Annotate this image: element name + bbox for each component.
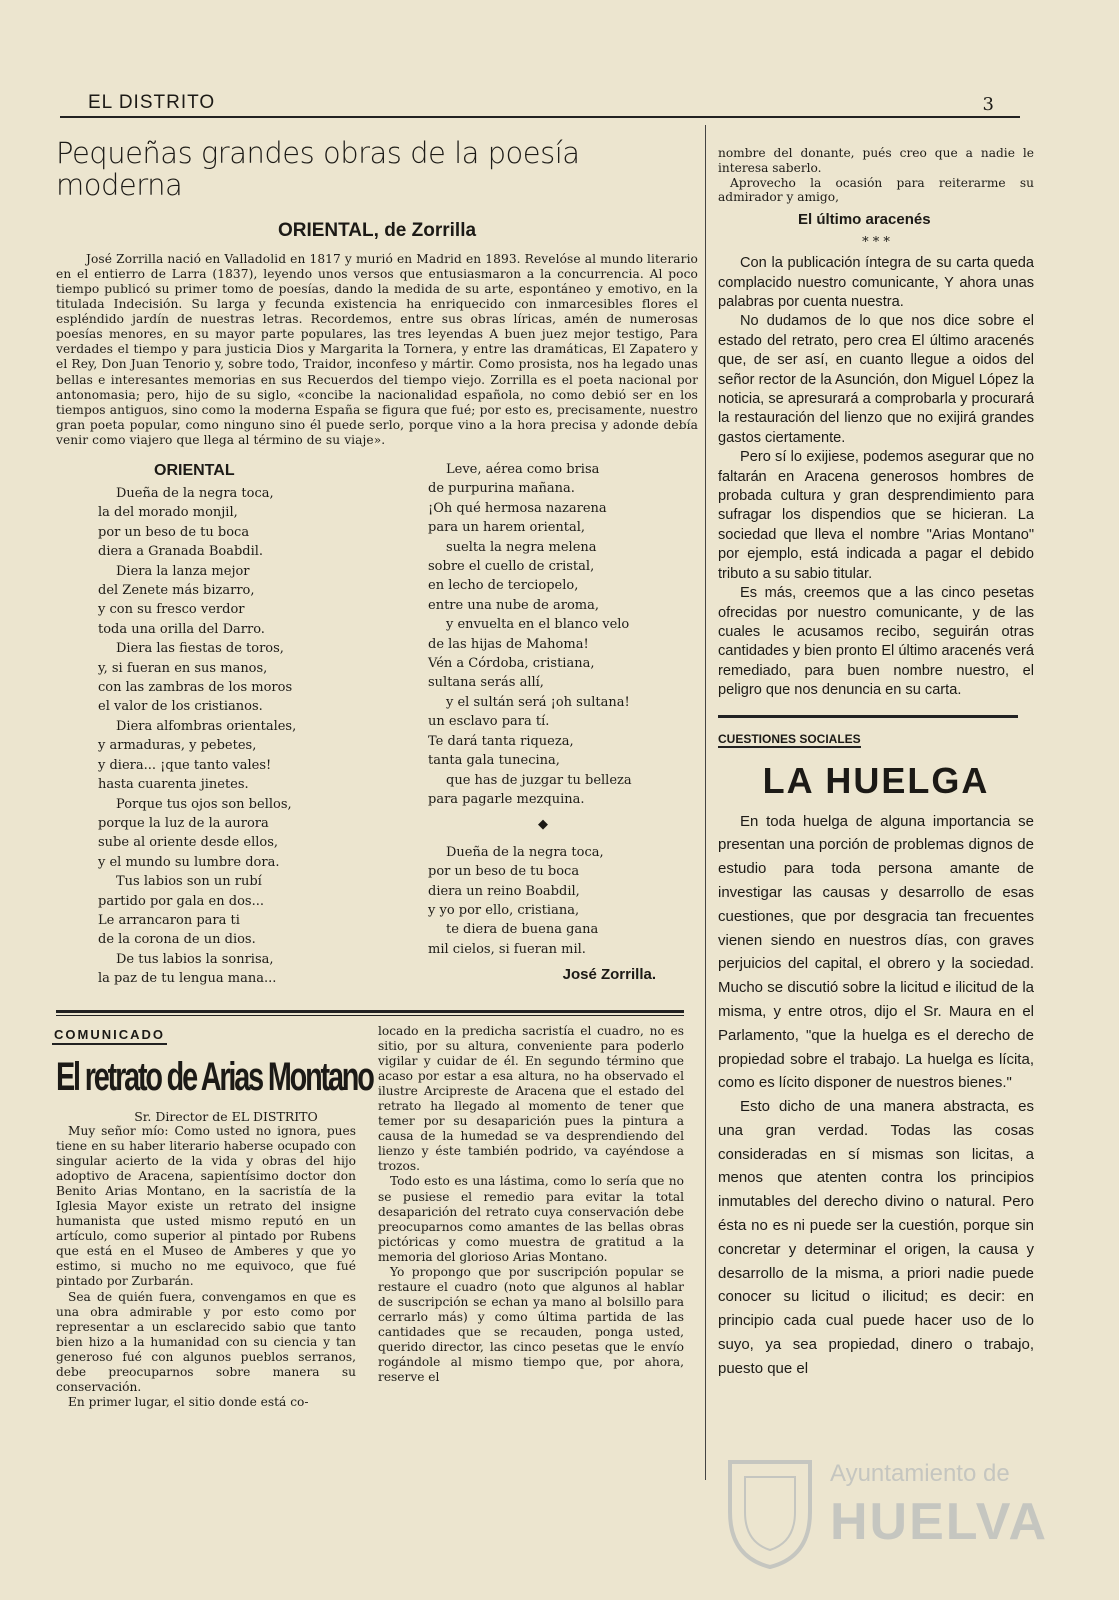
reply-paragraph: Pero sí lo exijiese, podemos asegurar que no faltarán en Aracena generosos hombres de probada cultura y gran desprendimiento para sufragar los dispendios que se hicieran. La sociedad que lleva el nombre "Arias Montano" por ejemplo, está indicada a pagar el debido tributo a su sabio titular.: [718, 449, 1034, 582]
huelga-kicker: CUESTIONES SOCIALES: [718, 731, 861, 746]
poem-line: suelta la negra melena: [446, 539, 597, 555]
poem-line: de purpurina mañana.: [428, 481, 575, 497]
poem-line: Te dará tanta riqueza,: [428, 733, 574, 749]
poem-line: y el sultán será ¡oh sultana!: [446, 694, 630, 710]
poem-oriental: [56, 460, 698, 1000]
poem-line: en lecho de terciopelo,: [428, 578, 579, 594]
comunicado-column-1: [54, 1024, 373, 1410]
comunicado-paragraph: Muy señor mío: Como usted no ignora, pues tiene en su haber literario haberse ocupado con singular acierto de la vida y obras del hijo adoptivo de Aracena, sapientísimo doctor don Benito Arias Montano, en la sacristía de la Iglesia Mayor existe un retrato del insigne humanista que usted mismo reputó en un artículo, como superior al pintado por Rubens que está en el Museo de Amberes y que yo estimo, si mucho no me equivoco, que fué pintado por Zurbarán.: [56, 1124, 356, 1289]
poem-title: ORIENTAL: [154, 462, 235, 479]
comunicado-paragraph: locado en la predicha sacristía el cuadro, no es sitio, por su altura, conveniente para poderlo vigilar y cuidar de él. En segundo término que acaso por estar a esa altura, no ha observado el ilustre Arcipreste de Aracena que el estado del retrato ha llegado al momento de tener que temer por su desaparición pues la pintura a causa de la humedad se va desprendiendo del lienzo y éste también podrido, va cayéndose a trozos.: [378, 1024, 684, 1174]
huelga-paragraph: Esto dicho de una manera abstracta, es una gran verdad. Todas las cosas consideradas en sí mismas son licitas, a menos que atenten contra los principios inmutables del derecho divino o natural. Pero ésta no es ni puede ser la cuestión, porque sin concretar y determinar el origen, la causa y desarrollo de la misma, a priori nadie puede conocer su licitud o ilicitud; es decir: en principio cada cual puede hacer uso de lo suyo, ya sea propiedad, dinero o trabajo, puesto que el: [718, 1098, 1034, 1377]
page-number: 3: [982, 94, 994, 115]
comunicado-text-1: [56, 1124, 356, 1410]
poem-column-2: [428, 460, 718, 985]
poem-line: diera a Granada Boabdil.: [98, 544, 264, 560]
poem-line: y envuelta en el blanco velo: [446, 617, 630, 633]
poem-line: con las zambras de los moros: [98, 680, 293, 696]
comunicado-title: El retrato de Arias Montano: [56, 1055, 373, 1099]
stars-separator: * * *: [862, 235, 890, 251]
poem-line: del Zenete más bizarro,: [98, 583, 255, 599]
poem-line: que has de juzgar tu belleza: [446, 772, 632, 788]
poem-line: Dueña de la negra toca,: [446, 844, 604, 860]
ornament-icon: ◆: [538, 817, 548, 833]
masthead-title: EL DISTRITO: [88, 92, 216, 113]
poem-line: Tus labios son un rubí: [116, 874, 262, 890]
poem-line: entre una nube de aroma,: [428, 597, 599, 613]
poem-line: sobre el cuello de cristal,: [428, 559, 595, 575]
poem-line: por un beso de tu boca: [428, 864, 580, 880]
comunicado-paragraph: Todo esto es una lástima, como lo sería que no se pusiese el remedio para evitar la total desaparición del retrato cuya conservación debe preocuparnos como amantes de las bellas obras pictóricas y como muestra de gratitud a la memoria del glorioso Arias Montano.: [378, 1174, 684, 1264]
poem-line: Leve, aérea como brisa: [446, 462, 600, 477]
poem-line: de las hijas de Mahoma!: [428, 636, 589, 652]
poem-line: diera un reino Boabdil,: [428, 883, 580, 899]
reply-paragraph: No dudamos de lo que nos dice sobre el estado del retrato, pero crea El último aracenés que, de ser así, en cuanto llegue a oidos del señor rector de la Asunción, don Miguel López la noticia, se apresurará a comprobarla y procurará la restauración del lienzo que no exijirá grandes gastos ciertamente.: [718, 313, 1034, 446]
poem-line: la del morado monjil,: [98, 505, 238, 521]
watermark: [720, 1432, 1049, 1582]
right-column: [718, 146, 1034, 1381]
poem-column-1: [98, 460, 388, 989]
poem-line: ¡Oh qué hermosa nazarena: [428, 500, 607, 516]
comunicado-paragraph: Sea de quién fuera, convengamos en que es una obra admirable y por esto como por representar a un esclarecido sabio que tanto bien hizo a la humanidad con su ciencia y tan generoso fué con algunos pueblos serranos, debe preocuparnos sobre manera su conservación.: [56, 1289, 356, 1394]
letter-continuation: nombre del donante, pués creo que a nadie le interesa saberlo.: [718, 146, 1034, 175]
poem-line: tanta gala tunecina,: [428, 753, 560, 769]
watermark-line1: Ayuntamiento de: [830, 1460, 1010, 1487]
poem-line: sube al oriente desde ellos,: [98, 835, 279, 851]
masthead: [60, 88, 1020, 118]
poem-line: hasta cuarenta jinetes.: [98, 777, 249, 793]
poem-line: por un beso de tu boca: [98, 524, 250, 540]
editorial-reply: [718, 254, 1034, 700]
poem-line: de la corona de un dios.: [98, 932, 256, 948]
poem-lines-2a: [428, 460, 718, 809]
poem-line: para pagarle mezquina.: [428, 791, 585, 807]
poem-line: Vén a Córdoba, cristiana,: [428, 656, 595, 672]
poem-line: Le arrancaron para ti: [98, 912, 240, 928]
huelga-paragraph: En toda huelga de alguna importancia se presentan una porción de problemas dignos de estudio para toda persona amante de investigar las causas y desarrollo de esas cuestiones, que por desgracia tan frecuentes vienen siendo en nuestros días, con graves perjuicios del capital, el obrero y la sociedad. Mucho se discutió sobre la licitud e ilicitud de la misma, y entre otros, dijo el Sr. Maura en el Parlamento, "que la huelga es el derecho de propiedad sobre el trabajo. La huelga es lícita, como es lícito disponer de nuestros bienes.": [718, 812, 1034, 1092]
poem-line: para un harem oriental,: [428, 520, 586, 536]
comunicado-kicker: COMUNICADO: [52, 1027, 167, 1045]
intro-paragraph: José Zorrilla nació en Valladolid en 1817 y murió en Madrid en 1893. Revelóse al mundo literario en el entierro de Larra (1837), leyendo unos versos que entusiasmaron a la concurrencia. Al poco tiempo publicó su primer tomo de poesías, dando la medida de su arte, espontáneo y emotivo, en la titulada Indecisión. Su larga y fecunda existencia ha enriquecido con inmarcesibles flores el espléndido jardín de nuestras letras. Recordemos, entre sus obras líricas, amén de numerosas poesías menores, en su mayor parte populares, las tres leyendas A buen juez mejor testigo, Para verdades el tiempo y para justicia Dios y Margarita la Tornera, y entre las dramáticas, El Zapatero y el Rey, Don Juan Tenorio y, sobre todo, Traidor, inconfeso y mártir. Como prosista, nos ha legado unas bellas e interesantes memorias en sus Recuerdos del tiempo viejo. Zorrilla es el poeta nacional por antonomasia; pero, hijo de su siglo, «concibe la nacionalidad española, no como debió ser en los tiempos antiguos, sino como la moderna España se figura que fué; por esto es, precisamente, nuestro gran poeta popular, como ninguno sino él puede serlo, porque vino a la hora precisa y adonde debía venir como viajero que llega al término de su viaje».: [56, 251, 698, 447]
huelga-title: LA HUELGA: [762, 759, 990, 801]
comunicado-column-2: [378, 1024, 684, 1385]
poem-signature: José Zorrilla.: [562, 966, 656, 984]
poem-line: Diera la lanza mejor: [116, 563, 250, 579]
reply-paragraph: Es más, creemos que a las cinco pesetas ofrecidas por nuestro comunicante, y de las cuales le acusamos recibo, seguirán otras cantidades y bien pronto El último aracenés verá remediado, para buen nombre nuestro, el peligro que nos denuncia en su carta.: [718, 585, 1034, 699]
poem-line: sultana serás allí,: [428, 675, 544, 691]
poem-line: partido por gala en dos...: [98, 893, 264, 909]
poem-line: mil cielos, si fueran mil.: [428, 941, 586, 957]
poem-line: De tus labios la sonrisa,: [116, 951, 274, 967]
section-divider: [56, 1010, 684, 1016]
poem-line: Diera alfombras orientales,: [116, 718, 297, 734]
article-title-poesia: Pequeñas grandes obras de la poesía moderna: [56, 136, 580, 202]
section-divider-right: [718, 715, 1018, 718]
watermark-line2: HUELVA: [830, 1493, 1049, 1551]
article-subtitle: ORIENTAL, de Zorrilla: [277, 219, 477, 241]
poem-line: la paz de tu lengua mana...: [98, 971, 277, 987]
poem-line: un esclavo para tí.: [428, 714, 550, 730]
huelga-text: [718, 810, 1034, 1381]
poem-line: y yo por ello, cristiana,: [428, 902, 580, 918]
poem-line: y con su fresco verdor: [98, 602, 245, 618]
poem-line: y, si fueran en sus manos,: [98, 660, 268, 676]
poem-line: toda una orilla del Darro.: [98, 621, 265, 637]
poem-line: el valor de los cristianos.: [98, 699, 263, 715]
comunicado-section: [56, 1024, 698, 1464]
comunicado-text-2: [378, 1024, 684, 1385]
comunicado-paragraph: Yo propongo que por suscripción popular se restaure el cuadro (noto que algunos al hablar de suscripción se echan ya mano al bolsillo para cerrarlo más) y como última partida de las cantidades que se recauden, ponga usted, querido director, las cinco pesetas que le envío rogándole al mismo tiempo que, por ahora, reserve el: [378, 1264, 684, 1385]
left-column: [56, 138, 698, 1464]
poem-line: Dueña de la negra toca,: [116, 486, 274, 501]
seal-icon: [720, 1442, 820, 1572]
reply-paragraph: Con la publicación íntegra de su carta queda complacido nuestro comunicante, Y ahora unas palabras por cuenta nuestra.: [718, 255, 1034, 310]
poem-line: Diera las fiestas de toros,: [116, 641, 284, 657]
poem-line: y diera... ¡que tanto vales!: [98, 757, 272, 773]
poem-line: y el mundo su lumbre dora.: [98, 854, 280, 870]
letter-closing: Aprovecho la ocasión para reiterarme su admirador y amigo,: [718, 175, 1034, 205]
letter-signature: El último aracenés: [798, 211, 931, 229]
letter-address: Sr. Director de EL DISTRITO: [134, 1109, 318, 1124]
poem-lines-1: [98, 484, 388, 989]
poem-line: y armaduras, y pebetes,: [98, 738, 257, 754]
comunicado-paragraph: En primer lugar, el sitio donde está co-: [68, 1394, 309, 1409]
poem-line: porque la luz de la aurora: [98, 815, 269, 831]
poem-line: te diera de buena gana: [446, 922, 599, 938]
poem-line: Porque tus ojos son bellos,: [116, 796, 292, 812]
poem-lines-2b: [428, 843, 718, 959]
